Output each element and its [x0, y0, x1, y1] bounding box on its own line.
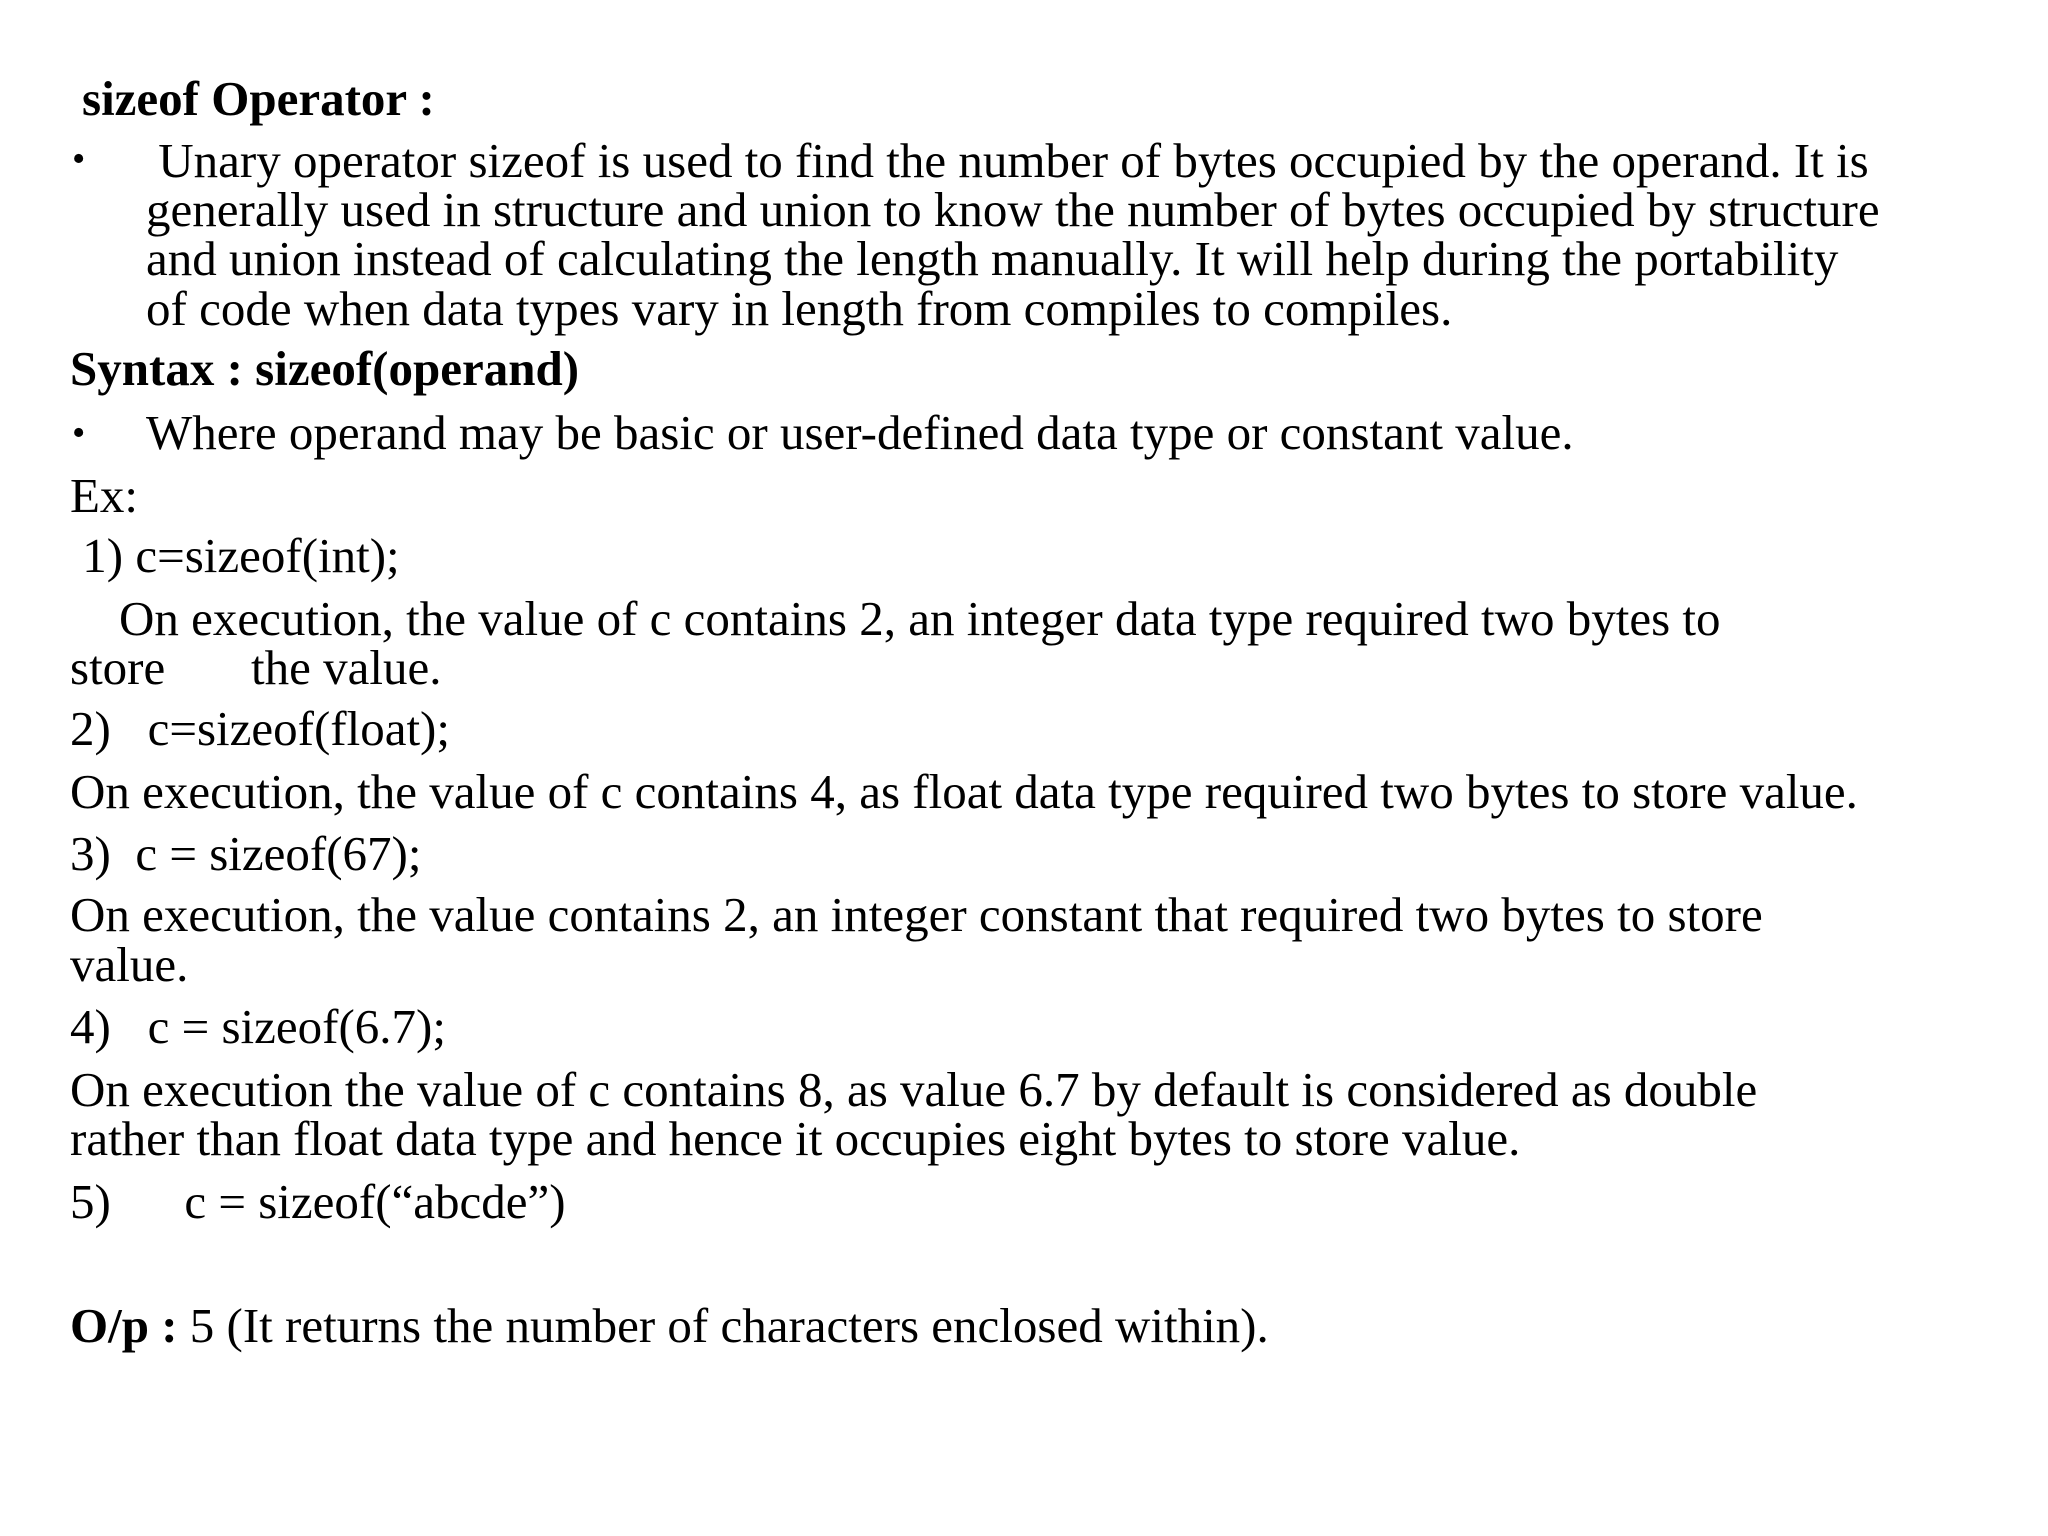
- bullet-1-line-3: and union instead of calculating the length manually. It will help during the portability: [146, 231, 1839, 286]
- bullet-1-line-4: of code when data types vary in length from compiles to compiles.: [146, 281, 1453, 336]
- output-line: [70, 1298, 1269, 1353]
- ex-label: Ex:: [70, 468, 139, 523]
- bullet-marker: •: [72, 412, 86, 454]
- example-3-code: 3) c = sizeof(67);: [70, 826, 422, 881]
- example-1-code: 1) c=sizeof(int);: [70, 528, 400, 583]
- example-3-line-2: value.: [70, 937, 189, 992]
- bullet-1-line-2: generally used in structure and union to know the number of bytes occupied by structure: [146, 182, 1880, 237]
- bullet-1-line-1: Unary operator sizeof is used to find the number of bytes occupied by the operand. It is: [146, 133, 1869, 188]
- page-title: sizeof Operator :: [82, 71, 435, 126]
- bullet-2-text: Where operand may be basic or user-defined data type or constant value.: [146, 405, 1574, 460]
- syntax-heading: Syntax : sizeof(operand): [70, 341, 580, 396]
- output-label: O/p :: [70, 1298, 190, 1353]
- output-text: 5 (It returns the number of characters enclosed within).: [189, 1298, 1269, 1353]
- example-4-line-1: On execution the value of c contains 8, as value 6.7 by default is considered as double: [70, 1062, 1758, 1117]
- example-2-line-1: On execution, the value of c contains 4, as float data type required two bytes to store value.: [70, 764, 1858, 819]
- example-3-line-1: On execution, the value contains 2, an integer constant that required two bytes to store: [70, 887, 1763, 942]
- example-1-line-1: On execution, the value of c contains 2, an integer data type required two bytes to: [70, 591, 1721, 646]
- example-4-code: 4) c = sizeof(6.7);: [70, 999, 446, 1054]
- example-1-line-2: store the value.: [70, 640, 442, 695]
- example-2-code: 2) c=sizeof(float);: [70, 701, 450, 756]
- example-4-line-2: rather than float data type and hence it occupies eight bytes to store value.: [70, 1111, 1521, 1166]
- bullet-marker: •: [72, 138, 86, 180]
- example-5-code: 5) c = sizeof(“abcde”): [70, 1174, 566, 1229]
